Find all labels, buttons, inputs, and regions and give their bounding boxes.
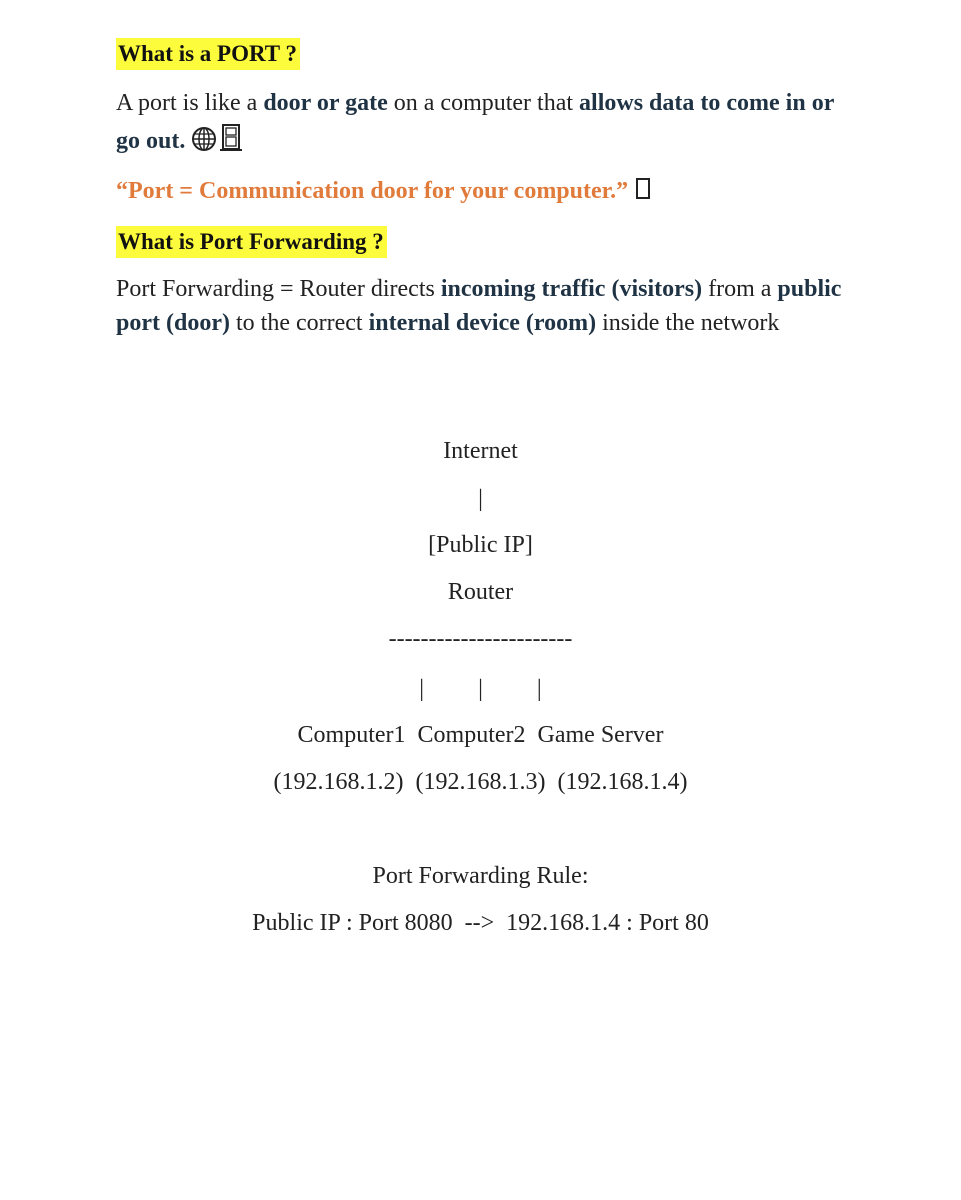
diagram-router: Router <box>447 579 514 605</box>
port-forwarding-paragraph <box>116 272 856 340</box>
heading-what-is-port: What is a PORT ? <box>116 38 300 70</box>
port-definition-text-1: A port is like a <box>116 90 264 116</box>
diagram-branch-pipes: | | | <box>419 676 542 702</box>
globe-icon <box>191 126 217 164</box>
port-quote <box>116 175 650 207</box>
port-definition-paragraph <box>116 84 856 165</box>
pf-text-2: from a <box>702 276 778 302</box>
diagram-device-ips: (192.168.1.2) (192.168.1.3) (192.168.1.4) <box>273 769 688 795</box>
port-quote-text: “Port = Communication door for your computer.” <box>116 178 629 204</box>
diagram-pipe: | <box>478 486 483 512</box>
diagram-dashes: ----------------------- <box>388 626 573 652</box>
diagram-public-ip: [Public IP] <box>428 532 533 558</box>
door-icon <box>220 123 242 165</box>
heading-what-is-port-forwarding: What is Port Forwarding ? <box>116 226 387 258</box>
port-definition-text-2: on a computer that <box>387 90 580 116</box>
pf-bold-3: internal device (room) <box>368 310 597 336</box>
port-definition-bold-1: door or gate <box>263 90 388 116</box>
diagram-devices: Computer1 Computer2 Game Server <box>297 722 664 748</box>
pf-bold-1: incoming traffic (visitors) <box>440 276 703 302</box>
port-definition-bold-2: allows data to come in or go out. <box>116 90 834 154</box>
pf-text-1: Port Forwarding = Router directs <box>116 276 441 302</box>
missing-glyph-icon <box>636 178 650 199</box>
diagram-internet: Internet <box>443 438 518 464</box>
rule-line: Public IP : Port 8080 --> 192.168.1.4 : Port 80 <box>252 910 709 936</box>
pf-bold-2: public port (door) <box>116 276 842 336</box>
pf-text-4: inside the network <box>596 310 780 336</box>
rule-title: Port Forwarding Rule: <box>372 863 589 889</box>
pf-text-3: to the correct <box>229 310 369 336</box>
